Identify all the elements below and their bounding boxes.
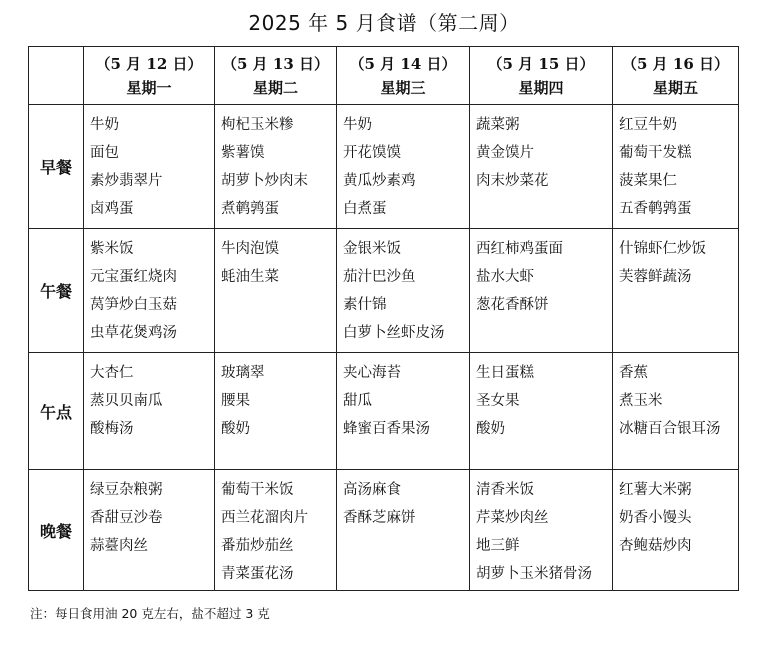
dish-item: 蚝油生菜 (221, 269, 279, 285)
dish-item: 枸杞玉米糁 (221, 117, 294, 133)
dish-item: 紫米饭 (90, 241, 134, 257)
day-weekday: 星期五 (652, 78, 698, 97)
dish-item: 煮鹌鹑蛋 (221, 201, 279, 217)
dish-item: 青菜蛋花汤 (221, 566, 294, 582)
day-header (84, 47, 215, 105)
dish-item: 芙蓉鲜蔬汤 (619, 269, 692, 285)
dish-item: 面包 (90, 145, 119, 161)
meal-row-snack (29, 353, 739, 470)
dish-item: 冰糖百合银耳汤 (619, 421, 721, 437)
dish-item: 蜂蜜百香果汤 (343, 421, 430, 437)
dish-item: 菠菜果仁 (619, 173, 677, 189)
dish-item: 西兰花溜肉片 (221, 510, 308, 526)
meal-label: 午点 (29, 353, 84, 470)
menu-cell (215, 353, 337, 470)
dish-item: 白萝卜丝虾皮汤 (343, 325, 445, 341)
dish-item: 素什锦 (343, 297, 387, 313)
dish-item: 圣女果 (476, 393, 520, 409)
day-header (337, 47, 470, 105)
dish-item: 酸奶 (476, 421, 505, 437)
dish-item: 香蕉 (619, 365, 648, 381)
dish-item: 蔬菜粥 (476, 117, 520, 133)
day-weekday: 星期二 (252, 78, 298, 97)
dish-item: 胡萝卜玉米猪骨汤 (476, 566, 592, 582)
dish-item: 夹心海苔 (343, 365, 401, 381)
dish-item: 牛奶 (343, 117, 372, 133)
dish-item: 葡萄干米饭 (221, 482, 294, 498)
header-row (29, 47, 739, 105)
menu-cell (215, 105, 337, 229)
dish-item: 香甜豆沙卷 (90, 510, 163, 526)
dish-item: 芹菜炒肉丝 (476, 510, 549, 526)
dish-item: 清香米饭 (476, 482, 534, 498)
menu-cell (337, 229, 470, 353)
dish-item: 卤鸡蛋 (90, 201, 134, 217)
menu-cell (613, 105, 739, 229)
menu-cell (470, 229, 613, 353)
dish-item: 素炒翡翠片 (90, 173, 163, 189)
dish-item: 五香鹌鹑蛋 (619, 201, 692, 217)
menu-cell (215, 470, 337, 591)
dish-item: 蒸贝贝南瓜 (90, 393, 163, 409)
dish-item: 莴笋炒白玉菇 (90, 297, 177, 313)
day-date: （5 月 15 日） (487, 54, 595, 73)
menu-cell (470, 353, 613, 470)
menu-cell (613, 470, 739, 591)
dish-item: 葡萄干发糕 (619, 145, 692, 161)
meal-label: 晚餐 (29, 470, 84, 591)
day-date: （5 月 13 日） (222, 54, 329, 73)
menu-cell (337, 353, 470, 470)
dish-item: 开花馍馍 (343, 145, 401, 161)
dish-item: 葱花香酥饼 (476, 297, 549, 313)
page-title: 2025 年 5 月食谱（第二周） (248, 11, 520, 35)
day-date: （5 月 12 日） (95, 54, 203, 73)
footnote: 注：每日食用油 20 克左右，盐不超过 3 克 (30, 606, 270, 621)
dish-item: 蒜薹肉丝 (90, 538, 148, 554)
menu-cell (337, 470, 470, 591)
dish-item: 白煮蛋 (343, 201, 387, 217)
dish-item: 腰果 (221, 393, 250, 409)
meal-label: 早餐 (29, 105, 84, 229)
dish-item: 西红柿鸡蛋面 (476, 241, 563, 257)
day-date: （5 月 14 日） (349, 54, 457, 73)
menu-cell (470, 470, 613, 591)
meal-row-lunch (29, 229, 739, 353)
dish-item: 酸梅汤 (90, 421, 134, 437)
day-weekday: 星期一 (126, 78, 172, 97)
meal-row-dinner (29, 470, 739, 591)
dish-item: 高汤麻食 (343, 482, 401, 498)
dish-item: 奶香小馒头 (619, 510, 692, 526)
weekly-menu-table (28, 46, 739, 591)
menu-cell (613, 353, 739, 470)
menu-cell (337, 105, 470, 229)
dish-item: 玻璃翠 (221, 365, 265, 381)
dish-item: 地三鲜 (476, 538, 520, 554)
menu-cell (613, 229, 739, 353)
dish-item: 元宝蛋红烧肉 (90, 269, 177, 285)
dish-item: 杏鲍菇炒肉 (619, 538, 692, 554)
menu-cell (84, 470, 215, 591)
dish-item: 红豆牛奶 (619, 117, 677, 133)
dish-item: 黄金馍片 (476, 145, 534, 161)
day-date: （5 月 16 日） (622, 54, 729, 73)
dish-item: 紫薯馍 (221, 145, 265, 161)
dish-item: 胡萝卜炒肉末 (221, 173, 308, 189)
day-header (470, 47, 613, 105)
day-header (215, 47, 337, 105)
dish-item: 红薯大米粥 (619, 482, 692, 498)
dish-item: 大杏仁 (90, 365, 134, 381)
day-header (613, 47, 739, 105)
dish-item: 煮玉米 (619, 393, 663, 409)
menu-cell (84, 105, 215, 229)
dish-item: 番茄炒茄丝 (221, 538, 294, 554)
dish-item: 金银米饭 (343, 241, 401, 257)
day-weekday: 星期三 (380, 78, 426, 97)
dish-item: 什锦虾仁炒饭 (619, 241, 706, 257)
dish-item: 绿豆杂粮粥 (90, 482, 163, 498)
meal-label: 午餐 (29, 229, 84, 353)
day-weekday: 星期四 (518, 78, 564, 97)
menu-cell (84, 229, 215, 353)
dish-item: 甜瓜 (343, 393, 372, 409)
dish-item: 牛肉泡馍 (221, 241, 279, 257)
menu-cell (84, 353, 215, 470)
dish-item: 肉末炒菜花 (476, 173, 549, 189)
dish-item: 生日蛋糕 (476, 365, 534, 381)
dish-item: 虫草花煲鸡汤 (90, 325, 177, 341)
dish-item: 黄瓜炒素鸡 (343, 173, 416, 189)
dish-item: 香酥芝麻饼 (343, 510, 416, 526)
dish-item: 茄汁巴沙鱼 (343, 269, 416, 285)
dish-item: 盐水大虾 (476, 269, 534, 285)
menu-cell (215, 229, 337, 353)
meal-row-breakfast (29, 105, 739, 229)
menu-cell (470, 105, 613, 229)
dish-item: 酸奶 (221, 421, 250, 437)
corner-cell (29, 47, 84, 105)
dish-item: 牛奶 (90, 117, 119, 133)
